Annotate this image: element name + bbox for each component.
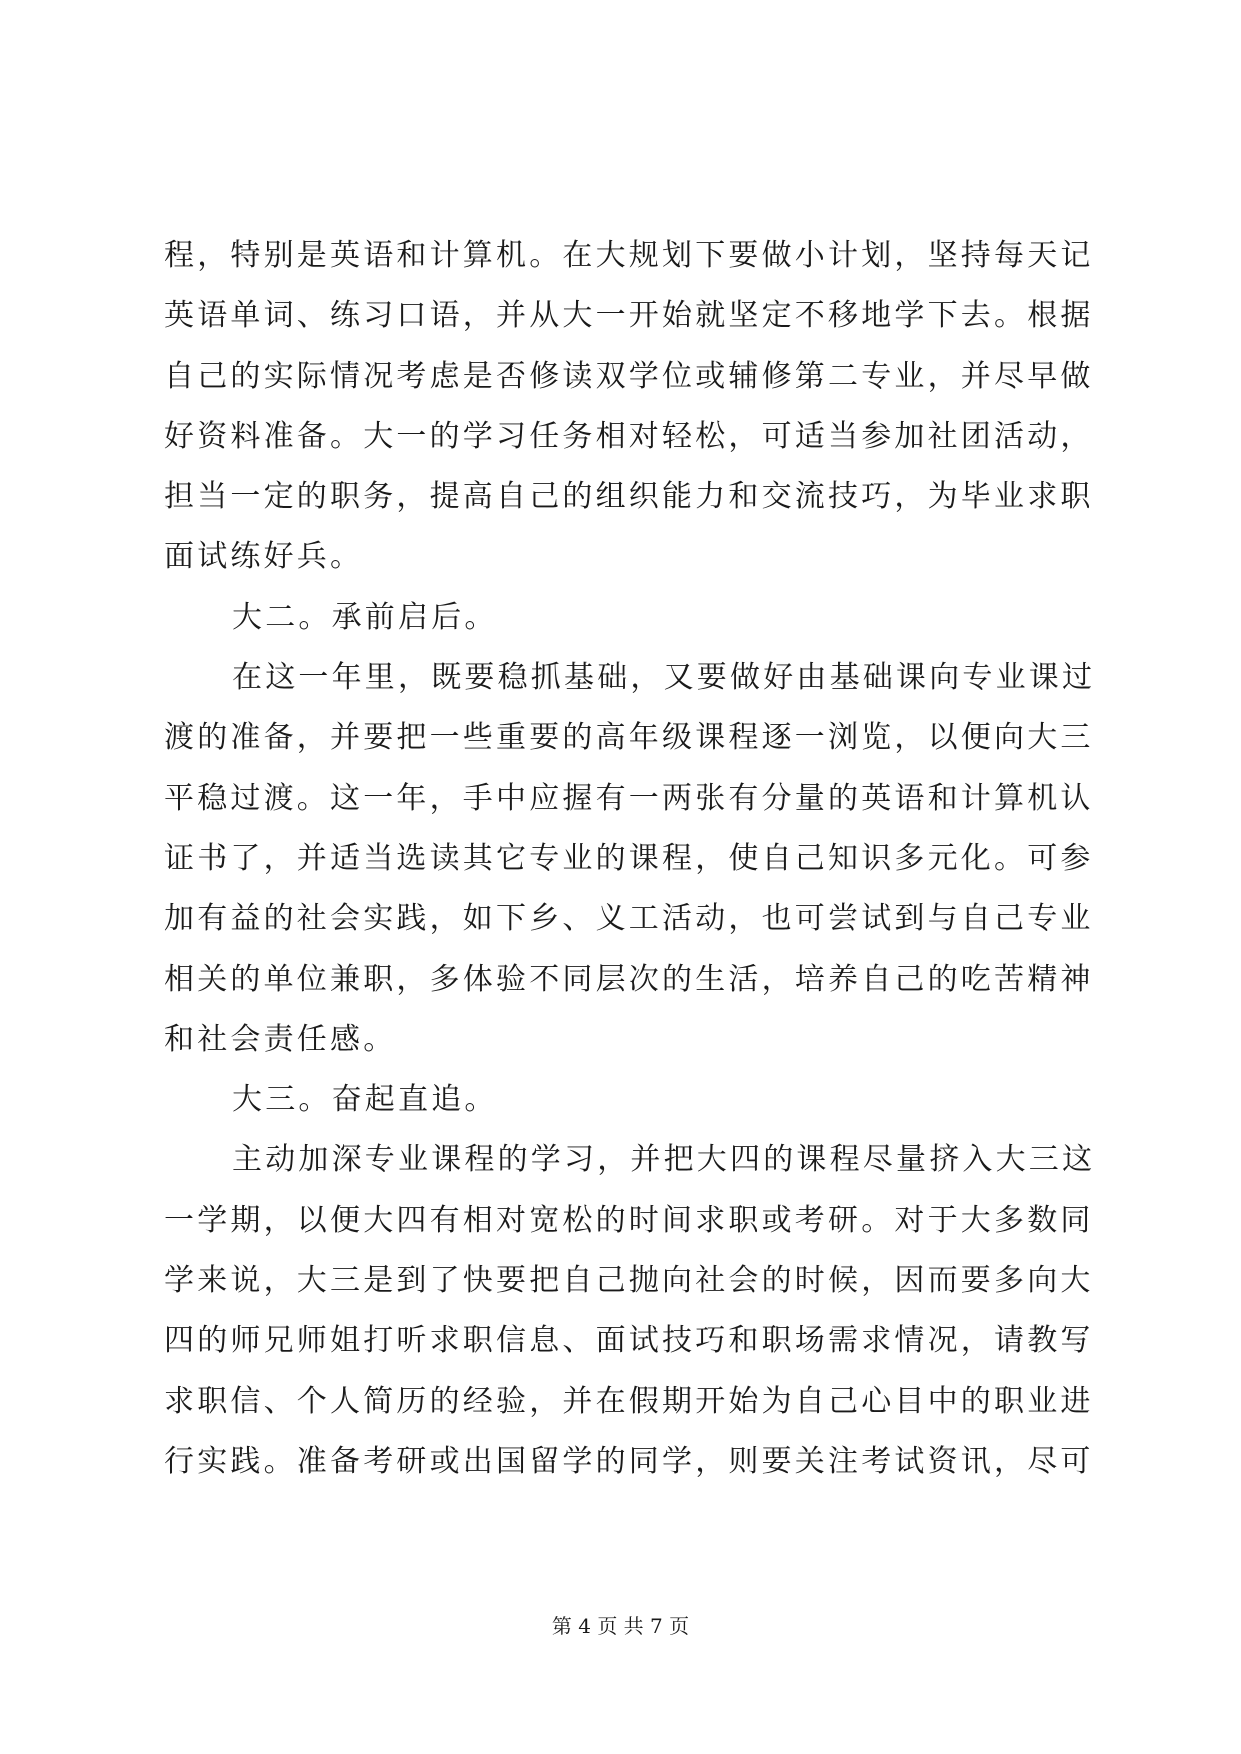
text-line: 证书了，并适当选读其它专业的课程，使自己知识多元化。可参 [164, 840, 1094, 876]
text-line: 学来说，大三是到了快要把自己抛向社会的时候，因而要多向大 [164, 1263, 1094, 1299]
text-line: 好资料准备。大一的学习任务相对轻松，可适当参加社团活动， [164, 418, 1094, 454]
text-line: 主动加深专业课程的学习，并把大四的课程尽量挤入大三这 [232, 1142, 1096, 1178]
text-line: 求职信、个人简历的经验，并在假期开始为自己心目中的职业进 [164, 1383, 1094, 1419]
text-line: 和社会责任感。 [164, 1021, 397, 1057]
body-text [164, 226, 1096, 1492]
text-line: 平稳过渡。这一年，手中应握有一两张有分量的英语和计算机认 [164, 780, 1094, 816]
text-line: 面试练好兵。 [164, 539, 364, 575]
text-line: 加有益的社会实践，如下乡、义工活动，也可尝试到与自己专业 [164, 901, 1094, 937]
text-line: 程，特别是英语和计算机。在大规划下要做小计划，坚持每天记 [164, 238, 1094, 273]
section-heading-year-two: 大二。承前启后。 [232, 599, 498, 635]
text-line: 担当一定的职务，提高自己的组织能力和交流技巧，为毕业求职 [164, 479, 1094, 515]
text-line: 一学期，以便大四有相对宽松的时间求职或考研。对于大多数同 [164, 1202, 1094, 1238]
text-line: 自己的实际情况考虑是否修读双学位或辅修第二专业，并尽早做 [164, 358, 1094, 394]
text-line: 渡的准备，并要把一些重要的高年级课程逐一浏览，以便向大三 [164, 720, 1094, 756]
text-line: 四的师兄师姐打听求职信息、面试技巧和职场需求情况，请教写 [164, 1323, 1094, 1359]
text-line: 相关的单位兼职，多体验不同层次的生活，培养自己的吃苦精神 [164, 961, 1094, 997]
text-line: 英语单词、练习口语，并从大一开始就坚定不移地学下去。根据 [164, 298, 1094, 334]
text-line: 行实践。准备考研或出国留学的同学，则要关注考试资讯，尽可 [164, 1443, 1094, 1479]
page-number-footer: 第 4 页 共 7 页 [551, 1614, 690, 1638]
text-line: 在这一年里，既要稳抓基础，又要做好由基础课向专业课过 [232, 660, 1096, 696]
section-heading-year-three: 大三。奋起直追。 [232, 1082, 498, 1118]
